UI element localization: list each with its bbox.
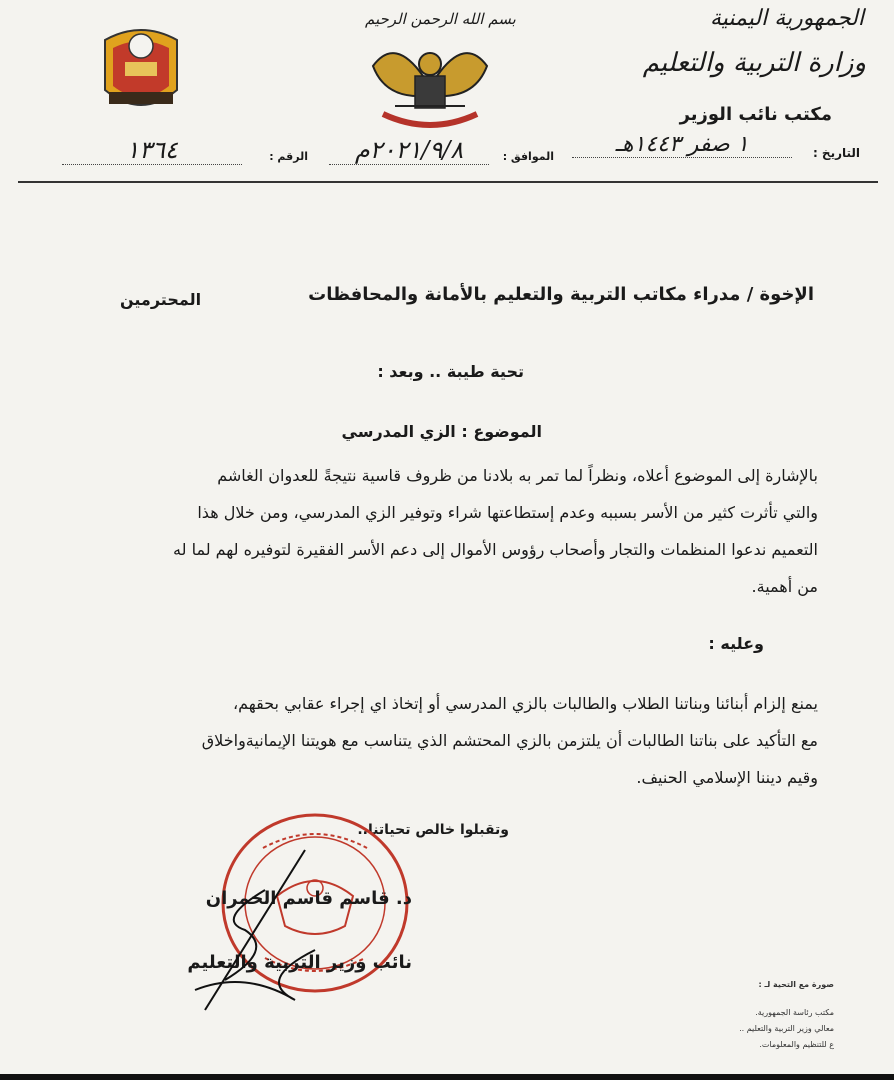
cc-title: صورة مع التحية لـ :	[758, 980, 834, 989]
closing: وتقبلوا خالص تحياتنا..	[357, 822, 509, 838]
handwritten-signature	[185, 830, 325, 1020]
corresponding-label: الموافق :	[502, 150, 554, 163]
header-divider	[18, 181, 878, 183]
basmala: بسم الله الرحمن الرحيم	[365, 10, 516, 28]
signer-name: د. قاسم قاسم الحمران	[205, 888, 412, 909]
para1-line: بالإشارة إلى الموضوع أعلاه، ونظراً لما تمر به بلادنا من ظروف قاسية نتيجةً للعدوان الغاشم	[217, 466, 818, 485]
date-label: التاريخ :	[812, 146, 860, 160]
signer-title: نائب وزير التربية والتعليم	[187, 952, 412, 973]
country-name: الجمهورية اليمنية	[709, 6, 864, 31]
cc-item: معالي وزير التربية والتعليم ..	[739, 1024, 834, 1033]
greeting: تحية طيبة .. وبعد :	[377, 362, 524, 381]
reference-number: ١٣٦٤	[62, 136, 242, 165]
ministry-name: وزارة التربية والتعليم	[642, 48, 866, 78]
para1-line: والتي تأثرت كثير من الأسر بسببه وعدم إستطاعتها شراء وتوفير الزي المدرسي، ومن خلال هذا	[197, 503, 818, 522]
office-name: مكتب نائب الوزير	[679, 104, 832, 125]
subject: الموضوع : الزي المدرسي	[341, 422, 542, 441]
recipient: الإخوة / مدراء مكاتب التربية والتعليم بالأمانة والمحافظات	[308, 284, 814, 305]
therefore: وعليه :	[708, 634, 764, 653]
cc-item: ع للتنظيم والمعلومات.	[759, 1040, 834, 1049]
para2-line: مع التأكيد على بناتنا الطالبات أن يلتزمن بالزي المحتشم الذي يتناسب مع هويتنا الإيمانيةواخلاق	[201, 731, 818, 750]
para1-line: من أهمية.	[751, 577, 818, 596]
cc-item: مكتب رئاسة الجمهورية.	[755, 1008, 834, 1017]
para1-line: التعميم ندعوا المنظمات والتجار وأصحاب رؤوس الأموال إلى دعم الأسر الفقيرة لتوفيره لهم لما له	[173, 540, 818, 559]
date-hijri: ١ صفر ١٤٤٣هـ	[572, 132, 792, 158]
national-emblem	[365, 36, 495, 136]
para2-line: يمنع إلزام أبنائنا وبناتنا الطلاب والطالبات بالزي المدرسي أو إتخاذ اي إجراء عقابي بحقهم،	[232, 694, 818, 713]
ministry-logo	[95, 20, 187, 125]
honorific: المحترمين	[120, 290, 202, 309]
number-label: الرقم :	[269, 150, 308, 163]
date-gregorian: ٢٠٢١/٩/٨م	[329, 136, 489, 165]
para2-line: وقيم ديننا الإسلامي الحنيف.	[636, 768, 818, 787]
